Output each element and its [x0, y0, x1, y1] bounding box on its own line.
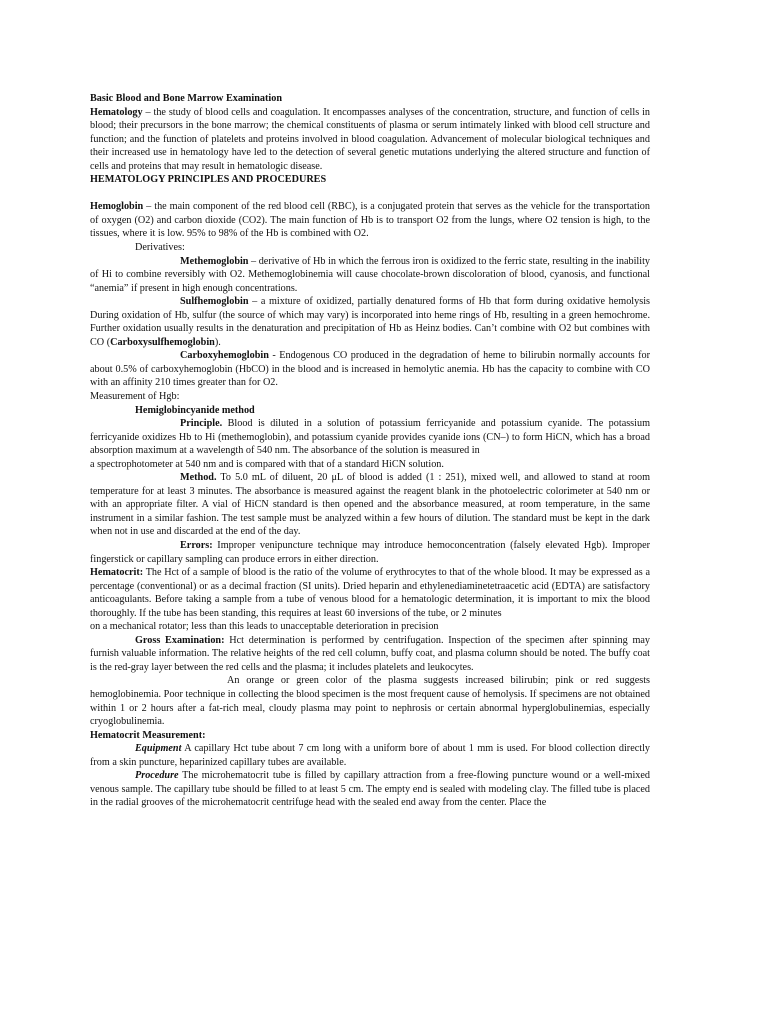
hematocrit-paragraph — [90, 566, 650, 620]
sulfhemoglobin-paragraph — [90, 295, 650, 349]
principle-text-continued: a spectrophotometer at 540 nm and is compared with that of a standard HiCN solution. — [90, 458, 444, 470]
hemoglobin-text: – the main component of the red blood cell (RBC), is a conjugated protein that serves as the vehicle for the transportation of oxygen (O2) and carbon dioxide (CO2). The main function of Hb is to transport O2 from the lungs, where O2 tension is high, to the tissues, where it is low. 95% to 98% of the Hb is combined with O2. — [90, 201, 650, 240]
methemoglobin-paragraph — [90, 255, 650, 296]
derivatives-label: Derivatives: — [135, 241, 185, 253]
errors-paragraph — [90, 539, 650, 566]
method-heading: Hemiglobincyanide method — [135, 404, 255, 416]
principle-paragraph — [90, 417, 650, 458]
carboxysulfhemoglobin-term: Carboxysulfhemoglobin — [110, 336, 215, 348]
procedure-term: Procedure — [135, 770, 179, 782]
sulfhemoglobin-term: Sulfhemoglobin — [180, 296, 249, 308]
method-paragraph — [90, 471, 650, 539]
hematology-text: – the study of blood cells and coagulation. It encompasses analyses of the concentration, structure, and function of cells in blood; their precursors in the bone marrow; the chemical constituents of plasma or serum intimately linked with blood cell structure and function; and the function of platelets and proteins involved in blood coagulation. Advancement of molecular biological techniques and their increased use in hematology have led to the detection of several genetic mutations underlying the altered structure and function of cells and proteins that may result in hematologic disease. — [90, 106, 650, 172]
hemoglobin-paragraph — [90, 200, 650, 241]
equipment-text: A capillary Hct tube about 7 cm long with a uniform bore of about 1 mm is used. For blood collection directly from a skin puncture, heparinized capillary tubes are available. — [90, 743, 650, 768]
principle-term: Principle. — [180, 418, 223, 430]
hematocrit-text-continued: on a mechanical rotator; less than this leads to unacceptable deterioration in precision — [90, 621, 439, 633]
gross-examination-term: Gross Examination: — [135, 634, 225, 646]
measurement-label: Measurement of Hgb: — [90, 390, 180, 402]
errors-text: Improper venipuncture technique may introduce hemoconcentration (falsely elevated Hgb). Improper fingerstick or capillary sampling can produce errors in either direction. — [90, 540, 650, 565]
hematology-paragraph — [90, 106, 650, 174]
methemoglobin-text: – derivative of Hb in which the ferrous iron is oxidized to the ferric state, resulting in the inability of Hi to combine reversibly with O2. Methemoglobinemia will cause chocolate-brown discoloration of blood, cyanosis, and functional “anemia” if present in high enough concentrations. — [90, 255, 650, 294]
method-term: Method. — [180, 472, 217, 484]
document-page — [90, 92, 650, 810]
equipment-term: Equipment — [135, 743, 182, 755]
hematocrit-measurement-heading: Hematocrit Measurement: — [90, 729, 206, 741]
hematology-term: Hematology — [90, 106, 143, 118]
errors-term: Errors: — [180, 540, 213, 551]
equipment-paragraph — [90, 742, 650, 769]
hematocrit-term: Hematocrit: — [90, 567, 144, 579]
sulfhemoglobin-text-end: ). — [214, 336, 221, 348]
hematocrit-text: The Hct of a sample of blood is the ratio of the volume of erythrocytes to that of the whole blood. It may be expressed as a percentage (conventional) or as a decimal fraction (SI units). Dried heparin and ethylenediaminetetraacetic acid (EDTA) are satisfactory anticoagulants. Before taking a sample from a tube of venous blood for a hematologic determination, it is important to mix the blood thoroughly. If the tube has been standing, this requires at least 60 inversions of the tube, or 2 minutes — [90, 567, 650, 619]
plasma-color-paragraph: An orange or green color of the plasma suggests increased bilirubin; pink or red suggests hemoglobinemia. Poor technique in collecting the blood specimen is the most frequent cause of hemolysis. If specimens are not obtained within 1 or 2 hours after a fat-rich meal, cloudy plasma may point to nephrosis or certain abnormal hyperglobulinemias, especially cryoglobulinemia. — [90, 675, 650, 728]
gross-examination-paragraph — [90, 634, 650, 675]
method-text: To 5.0 mL of diluent, 20 μL of blood is added (1 : 251), mixed well, and allowed to stand at room temperature for at least 3 minutes. The absorbance is measured against the reagent blank in the photoelectric colorimeter at 540 nm or with an appropriate filter. A vial of HiCN standard is then opened and the absorbance measured, at room temperature, in the same instrument in a similar fashion. The test sample must be analyzed within a few hours of dilution. The standard must be kept in the dark when not in use and discarded at the end of the day. — [90, 472, 650, 538]
sulfhemoglobin-text: – a mixture of oxidized, partially denatured forms of Hb that form during oxidative hemolysis During oxidation of Hb, sulfur (the source of which may vary) is incorporated into heme rings of Hb, resulting in a green hemochrome. Further oxidation usually results in the denaturation and precipitation of Hb as Heinz bodies. Can’t combine with O2 but combines with CO ( — [90, 296, 650, 348]
gross-examination-text: Hct determination is performed by centrifugation. Inspection of the specimen after spinning may furnish valuable information. The relative heights of the red cell column, buffy coat, and plasma column should be noted. The buffy coat is the red-gray layer between the red cells and the plasma; it includes platelets and leukocytes. — [90, 634, 650, 673]
methemoglobin-term: Methemoglobin — [180, 255, 249, 267]
document-title: Basic Blood and Bone Marrow Examination — [90, 93, 282, 104]
carboxyhemoglobin-text: - Endogenous CO produced in the degradation of heme to bilirubin normally accounts for about 0.5% of carboxyhemoglobin (HbCO) in the blood and is increased in hemolytic anemia. Hb has the capacity to combine with CO with an affinity 210 times greater than for O2. — [90, 350, 650, 389]
section-heading: HEMATOLOGY PRINCIPLES AND PROCEDURES — [90, 174, 327, 186]
carboxyhemoglobin-paragraph — [90, 349, 650, 390]
procedure-text: The microhematocrit tube is filled by capillary attraction from a free-flowing puncture wound or a well-mixed venous sample. The capillary tube should be filled to at least 5 cm. The empty end is sealed with modeling clay. The filled tube is placed in the radial grooves of the microhematocrit centrifuge head with the sealed end away from the center. Place the — [90, 770, 650, 809]
carboxyhemoglobin-term: Carboxyhemoglobin — [180, 350, 269, 362]
hemoglobin-term: Hemoglobin — [90, 201, 144, 213]
procedure-paragraph — [90, 769, 650, 810]
principle-text: Blood is diluted in a solution of potassium ferricyanide and potassium cyanide. The potassium ferricyanide oxidizes Hb to Hi (methemoglobin), and potassium cyanide provides cyanide ions (CN–) to form HiCN, which has a broad absorption maximum at a wavelength of 540 nm. The absorbance of the solution is measured in — [90, 418, 650, 457]
